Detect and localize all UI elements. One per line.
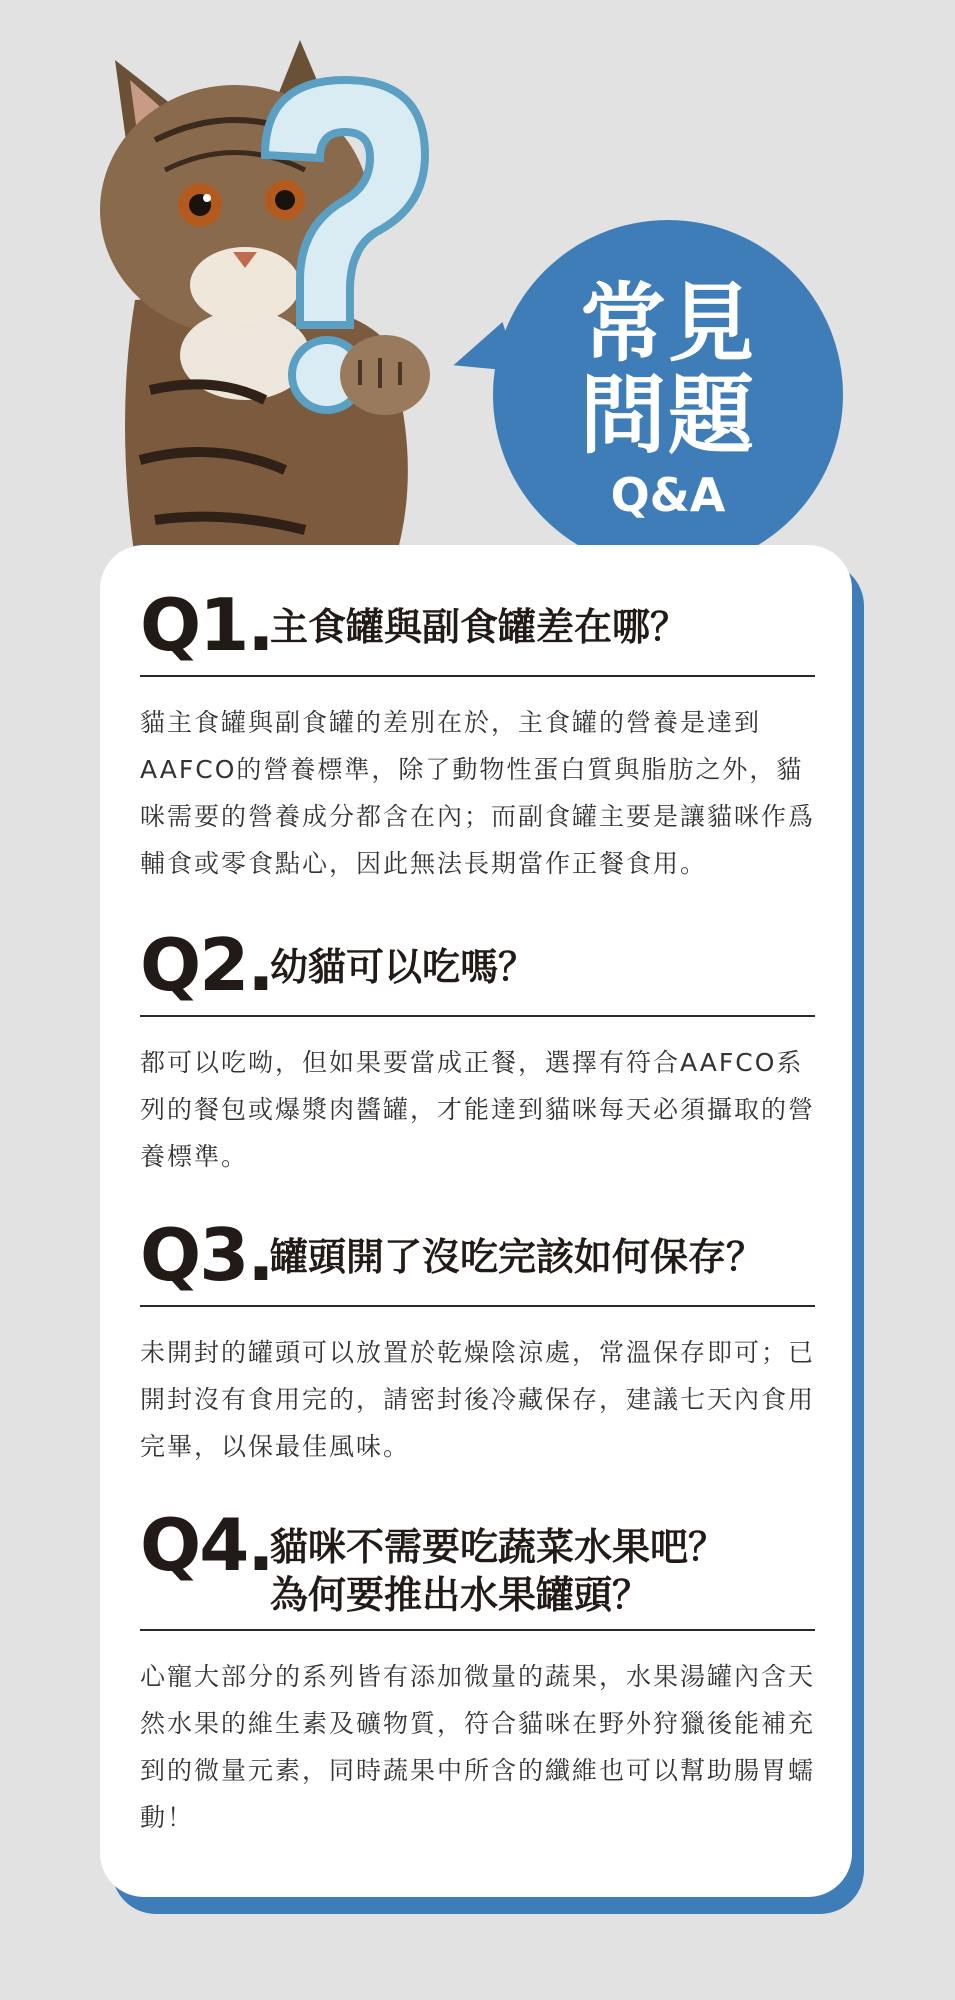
question-line: 幼貓可以吃嗎？ [270,945,537,989]
question-number: Q1. [140,583,273,667]
faq-item-1 [140,585,815,887]
answer-text: 都可以吃呦，但如果要當成正餐，選擇有符合AAFCO系列的餐包或爆漿肉醬罐，才能達到貓咪每天必須攝取的營養標準。 [140,1048,816,1171]
question-number: Q4. [140,1503,273,1587]
question-text [270,925,536,991]
divider [140,675,815,677]
divider [140,1629,815,1631]
answer-text: 心寵大部分的系列皆有添加微量的蔬果，水果湯罐內含天然水果的維生素及礦物質，符合貓咪在野外狩獵後能補充到的微量元素，同時蔬果中所含的纖維也可以幫助腸胃蠕動！ [140,1662,816,1832]
title-line-2: 問題 [580,366,756,466]
question-text [270,1215,764,1281]
question-line: 貓咪不需要吃蔬菜水果吧？ [270,1525,727,1569]
question-line: 罐頭開了沒吃完該如何保存？ [270,1235,765,1279]
question-text [270,1505,726,1619]
title-line-1: 常見 [580,274,756,374]
cat-with-question-mark-illustration [95,40,515,560]
faq-item-4 [140,1505,815,1841]
divider [140,1305,815,1307]
question-number: Q3. [140,1213,273,1297]
hero-banner [0,0,955,560]
faq-item-2 [140,925,815,1180]
faq-card [100,545,852,1897]
question-text [270,585,688,651]
faq-item-3 [140,1215,815,1470]
question-line: 為何要推出水果罐頭？ [270,1573,651,1617]
answer-text: 未開封的罐頭可以放置於乾燥陰涼處，常溫保存即可；已開封沒有食用完的，請密封後冷藏保存，建議七天內食用完畢，以保最佳風味。 [140,1338,816,1461]
answer-text: 貓主食罐與副食罐的差別在於，主食罐的營養是達到AAFCO的營養標準，除了動物性蛋白質與脂肪之外，貓咪需要的營養成分都含在內；而副食罐主要是讓貓咪作爲輔食或零食點心，因此無法長期當作正餐食用。 [140,708,816,878]
speech-bubble [493,220,843,570]
question-number: Q2. [140,923,273,1007]
divider [140,1015,815,1017]
question-line: 主食罐與副食罐差在哪？ [270,605,689,649]
page-subtitle: Q&A [610,468,726,522]
page-title [493,274,843,466]
